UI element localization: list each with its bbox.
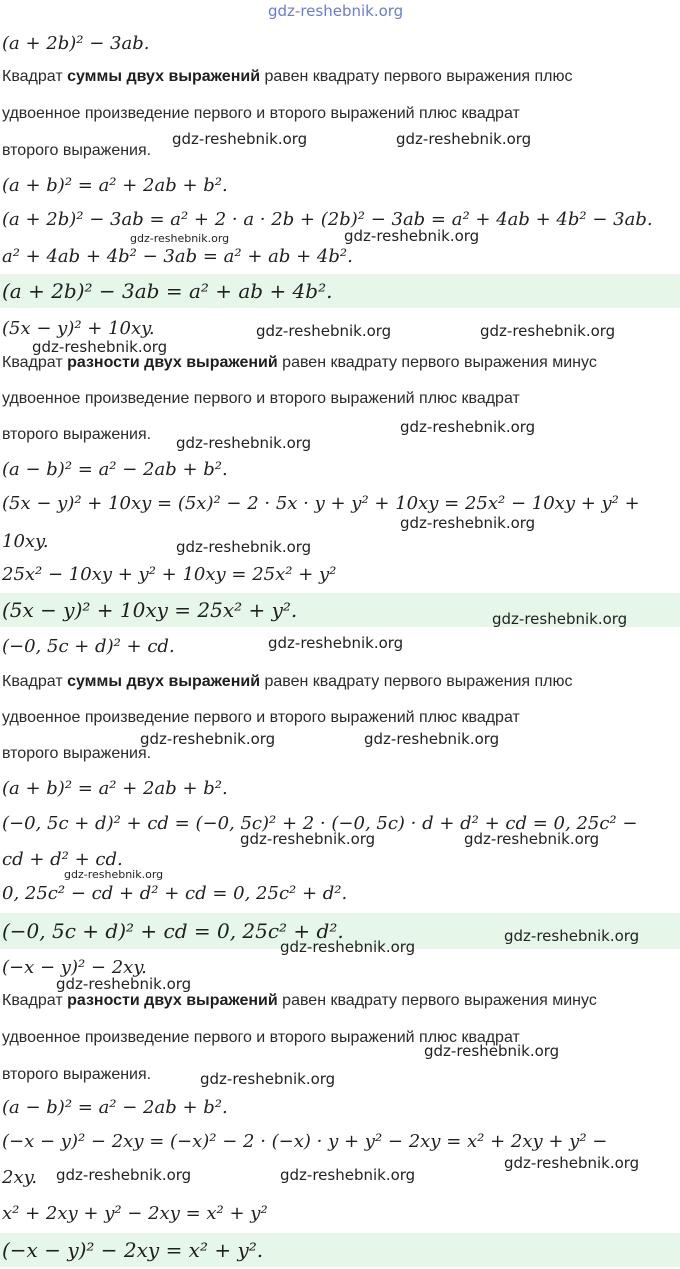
task-2: (5x − y)² + 10xy. — [2, 318, 155, 339]
watermark: gdz-reshebnik.org — [400, 514, 536, 532]
watermark: gdz-reshebnik.org — [504, 1154, 640, 1172]
watermark: gdz-reshebnik.org — [240, 830, 376, 848]
step-4-1: (−x − y)² − 2xy = (−x)² − 2 · (−x) · y + y² − 2xy = x² + 2xy + y² − — [2, 1131, 608, 1152]
step-3-3: 0, 25c² − cd + d² + cd = 0, 25c² + d². — [2, 883, 348, 904]
formula-sum-p1: (a + b)² = a² + 2ab + b². — [2, 175, 228, 196]
rule-line2-p2: удвоенное произведение первого и второго выражений плюс квадрат — [2, 390, 520, 407]
rule-diff-line1-p4: Квадрат разности двух выражений равен квадрату первого выражения минус — [2, 992, 597, 1009]
watermark: gdz-reshebnik.org — [424, 1042, 560, 1060]
formula-diff-p4: (a − b)² = a² − 2ab + b². — [2, 1097, 228, 1118]
answer-3: (−0, 5c + d)² + cd = 0, 25c² + d². — [0, 913, 680, 949]
step-1-1: (a + 2b)² − 3ab = a² + 2 · a · 2b + (2b)² − 3ab = a² + 4ab + 4b² − 3ab. — [2, 209, 653, 230]
watermark: gdz-reshebnik.org — [176, 538, 312, 556]
rule-sum-line1-p3: Квадрат суммы двух выражений равен квадрату первого выражения плюс — [2, 673, 573, 690]
step-2-3: 25x² − 10xy + y² + 10xy = 25x² + y² — [2, 564, 337, 585]
watermark: gdz-reshebnik.org — [280, 938, 416, 956]
watermark: gdz-reshebnik.org — [492, 610, 628, 628]
formula-sum-p3: (a + b)² = a² + 2ab + b². — [2, 778, 228, 799]
step-2-1: (5x − y)² + 10xy = (5x)² − 2 · 5x · y + y² + 10xy = 25x² − 10xy + y² + — [2, 493, 640, 514]
watermark: gdz-reshebnik.org — [130, 232, 230, 245]
rule-diff-line1-p2: Квадрат разности двух выражений равен квадрату первого выражения минус — [2, 354, 597, 371]
formula-diff-p2: (a − b)² = a² − 2ab + b². — [2, 459, 228, 480]
step-1-2: a² + 4ab + 4b² − 3ab = a² + ab + 4b². — [2, 246, 353, 267]
watermark: gdz-reshebnik.org — [64, 868, 164, 881]
watermark: gdz-reshebnik.org — [140, 730, 276, 748]
watermark: gdz-reshebnik.org — [464, 830, 600, 848]
answer-2: (5x − y)² + 10xy = 25x² + y². — [0, 593, 680, 627]
step-3-2: cd + d² + cd. — [2, 849, 123, 870]
watermark: gdz-reshebnik.org — [480, 322, 616, 340]
rule-line3-p1: второго выражения. — [2, 142, 152, 159]
step-3-1: (−0, 5c + d)² + cd = (−0, 5c)² + 2 · (−0, 5c) · d + d² + cd = 0, 25c² − — [2, 813, 638, 834]
rule-line2-p1: удвоенное произведение первого и второго выражений плюс квадрат — [2, 105, 520, 122]
step-4-3: x² + 2xy + y² − 2xy = x² + y² — [2, 1203, 268, 1224]
watermark: gdz-reshebnik.org — [400, 418, 536, 436]
watermark: gdz-reshebnik.org — [200, 1070, 336, 1088]
step-4-2: 2xy. — [2, 1167, 38, 1188]
answer-4: (−x − y)² − 2xy = x² + y². — [0, 1233, 680, 1267]
task-3: (−0, 5c + d)² + cd. — [2, 636, 175, 657]
rule-line2-p3: удвоенное произведение первого и второго выражений плюс квадрат — [2, 709, 520, 726]
watermark: gdz-reshebnik.org — [56, 1166, 192, 1184]
rule-line3-p4: второго выражения. — [2, 1066, 152, 1083]
rule-sum-line1-p1: Квадрат суммы двух выражений равен квадрату первого выражения плюс — [2, 68, 573, 85]
step-2-2: 10xy. — [2, 531, 49, 552]
watermark: gdz-reshebnik.org — [344, 227, 480, 245]
watermark: gdz-reshebnik.org — [176, 434, 312, 452]
answer-1: (a + 2b)² − 3ab = a² + ab + 4b². — [0, 274, 680, 308]
rule-line3-p3: второго выражения. — [2, 745, 152, 762]
watermark: gdz-reshebnik.org — [280, 1166, 416, 1184]
watermark: gdz-reshebnik.org — [364, 730, 500, 748]
task-4: (−x − y)² − 2xy. — [2, 957, 147, 978]
watermark: gdz-reshebnik.org — [56, 975, 192, 993]
watermark: gdz-reshebnik.org — [172, 130, 308, 148]
watermark: gdz-reshebnik.org — [256, 322, 392, 340]
watermark: gdz-reshebnik.org — [268, 634, 404, 652]
rule-line2-p4: удвоенное произведение первого и второго выражений плюс квадрат — [2, 1029, 520, 1046]
watermark: gdz-reshebnik.org — [268, 2, 404, 20]
task-1: (a + 2b)² − 3ab. — [2, 33, 150, 54]
watermark: gdz-reshebnik.org — [396, 130, 532, 148]
watermark: gdz-reshebnik.org — [32, 338, 168, 356]
watermark: gdz-reshebnik.org — [504, 927, 640, 945]
rule-line3-p2: второго выражения. — [2, 426, 152, 443]
